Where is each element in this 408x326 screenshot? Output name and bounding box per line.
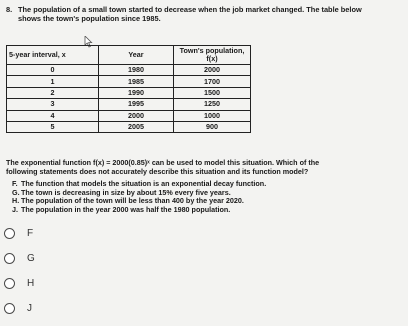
population-table xyxy=(6,45,251,133)
choice-j[interactable] xyxy=(4,296,35,321)
radio-button[interactable] xyxy=(4,278,15,289)
cell-interval: 3 xyxy=(7,99,99,110)
table-row xyxy=(7,76,251,87)
cell-year: 1995 xyxy=(99,99,174,110)
table-row xyxy=(7,110,251,121)
choice-label[interactable]: J xyxy=(27,303,32,314)
cell-population: 1250 xyxy=(174,99,251,110)
table-header-row xyxy=(7,46,251,65)
header-year: Year xyxy=(99,46,174,65)
choice-label[interactable]: G xyxy=(27,253,35,264)
choice-f[interactable] xyxy=(4,221,35,246)
choice-g[interactable] xyxy=(4,246,35,271)
header-population: Town's population, f(x) xyxy=(174,46,251,65)
cell-year: 2000 xyxy=(99,110,174,121)
cell-population: 2000 xyxy=(174,65,251,76)
statement-text: The town is decreasing in size by about 15% every five years. xyxy=(21,187,231,197)
explanation-line-1: The exponential function f(x) = 2000(0.85)ˣ can be used to model this situation. Which of the xyxy=(6,158,320,167)
cell-year: 1990 xyxy=(99,87,174,98)
cell-interval: 0 xyxy=(7,65,99,76)
cell-year: 1980 xyxy=(99,65,174,76)
statement-text: The function that models the situation is an exponential decay function. xyxy=(21,179,267,188)
statement-text: The population of the town will be less than 400 by the year 2020. xyxy=(21,196,244,206)
cell-interval: 4 xyxy=(7,110,99,121)
question-text-line-1: The population of a small town started to decrease when the job market changed. The table below xyxy=(18,5,362,14)
choice-label[interactable]: H xyxy=(27,278,35,289)
cell-population: 1000 xyxy=(174,110,251,121)
statement-letter: J. xyxy=(12,204,18,214)
statement-letter: F. xyxy=(12,179,18,188)
cell-year: 1985 xyxy=(99,76,174,87)
statement-letter: H. xyxy=(12,196,20,206)
table-row xyxy=(7,87,251,98)
statement-j xyxy=(12,206,266,215)
table-row xyxy=(7,121,251,132)
cell-population: 1500 xyxy=(174,87,251,98)
radio-button[interactable] xyxy=(4,303,15,314)
answer-choices xyxy=(4,221,35,321)
radio-button[interactable] xyxy=(4,228,15,239)
table-row xyxy=(7,65,251,76)
cell-interval: 2 xyxy=(7,87,99,98)
cell-year: 2005 xyxy=(99,121,174,132)
statement-text: The population in the year 2000 was half the 1980 population. xyxy=(21,204,231,214)
question-stem xyxy=(6,6,404,23)
header-interval: 5-year interval, x xyxy=(7,46,99,65)
cell-population: 1700 xyxy=(174,76,251,87)
function-explanation xyxy=(6,159,404,176)
statement-options xyxy=(12,180,266,214)
cell-population: 900 xyxy=(174,121,251,132)
question-number: 8. xyxy=(6,5,13,14)
choice-label[interactable]: F xyxy=(27,228,34,239)
cell-interval: 5 xyxy=(7,121,99,132)
explanation-line-2: following statements does not accurately describe this situation and its function model? xyxy=(6,166,309,176)
radio-button[interactable] xyxy=(4,253,15,264)
statement-letter: G. xyxy=(12,187,20,197)
table-row xyxy=(7,99,251,110)
choice-h[interactable] xyxy=(4,271,35,296)
question-text-line-2: shows the town's population since 1985. xyxy=(18,13,161,23)
cell-interval: 1 xyxy=(7,76,99,87)
